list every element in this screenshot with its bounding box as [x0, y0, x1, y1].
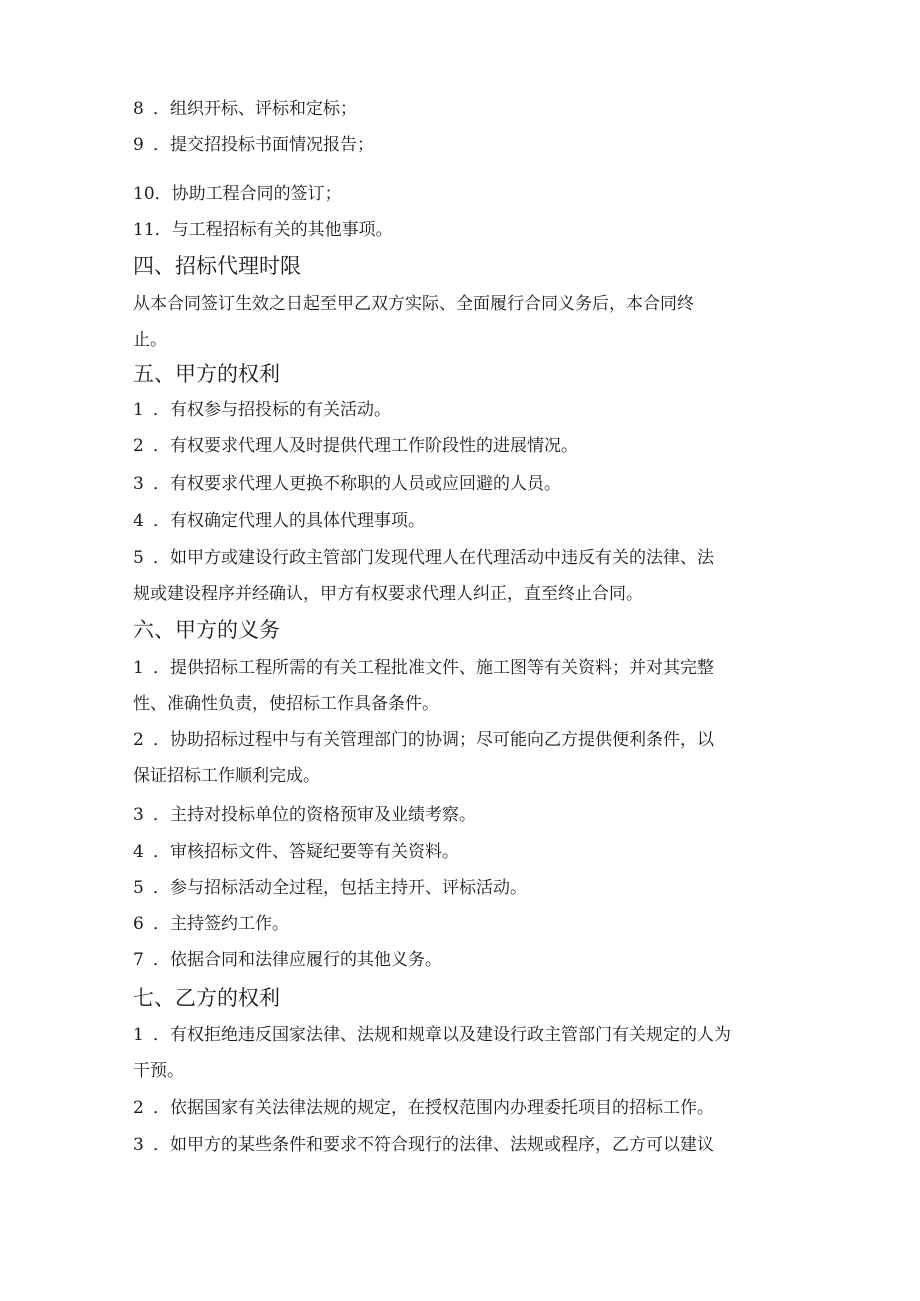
- item-number: 3: [133, 1135, 144, 1155]
- item-text: ．协助工程合同的签订；: [154, 184, 342, 204]
- item-text: ．有权确定代理人的具体代理事项。: [153, 511, 425, 531]
- item-number: 9: [133, 135, 144, 155]
- item-number: 1: [133, 400, 144, 420]
- list-item: [133, 428, 783, 464]
- item-number: 5: [133, 548, 144, 568]
- item-text: ．协助招标过程中与有关管理部门的协调；尽可能向乙方提供便利条件，以: [153, 730, 714, 750]
- item-number: 5: [133, 878, 144, 898]
- list-item: [133, 870, 783, 906]
- list-item: [133, 722, 783, 794]
- section-paragraph-4: [133, 286, 783, 358]
- section-heading-4: 四、招标代理时限: [133, 254, 301, 278]
- list-item: [133, 540, 783, 612]
- item-text: ．有权要求代理人更换不称职的人员或应回避的人员。: [153, 474, 561, 494]
- list-item: [133, 127, 783, 163]
- section-heading-6: 六、甲方的义务: [133, 618, 280, 642]
- item-number: 8: [133, 99, 144, 119]
- item-number: 2: [133, 1098, 144, 1118]
- item-text: ．组织开标、评标和定标；: [153, 99, 357, 119]
- list-item: [133, 797, 783, 833]
- paragraph-line: 止。: [133, 330, 167, 350]
- item-number: 6: [133, 914, 144, 934]
- item-text: ．主持签约工作。: [153, 914, 289, 934]
- item-text: ．审核招标文件、答疑纪要等有关资料。: [153, 842, 459, 862]
- item-text: ．依据国家有关法律法规的规定，在授权范围内办理委托项目的招标工作。: [153, 1098, 714, 1118]
- list-item: [133, 650, 783, 722]
- item-number: 3: [133, 805, 144, 825]
- item-text: ．有权拒绝违反国家法律、法规和规章以及建设行政主管部门有关规定的人为: [153, 1025, 731, 1045]
- item-number: 10: [133, 184, 155, 204]
- list-item: [133, 1127, 783, 1163]
- item-number: 7: [133, 950, 144, 970]
- item-text: ．如甲方或建设行政主管部门发现代理人在代理活动中违反有关的法律、法: [153, 548, 714, 568]
- item-number: 11: [133, 220, 155, 240]
- section-heading-5: 五、甲方的权利: [133, 362, 280, 386]
- item-number: 1: [133, 658, 144, 678]
- item-number: 2: [133, 436, 144, 456]
- item-text: ．依据合同和法律应履行的其他义务。: [153, 950, 442, 970]
- list-item: [133, 392, 783, 428]
- item-text: ．提供招标工程所需的有关工程批准文件、施工图等有关资料；并对其完整: [153, 658, 714, 678]
- list-item: [133, 1017, 783, 1089]
- list-item: [133, 1090, 783, 1126]
- item-text-continuation: 性、准确性负责，使招标工作具备条件。: [133, 694, 439, 714]
- list-item: [133, 91, 783, 127]
- item-text: ．有权要求代理人及时提供代理工作阶段性的进展情况。: [153, 436, 578, 456]
- item-text-continuation: 规或建设程序并经确认，甲方有权要求代理人纠正，直至终止合同。: [133, 584, 643, 604]
- item-number: 2: [133, 730, 144, 750]
- section-heading-7: 七、乙方的权利: [133, 986, 280, 1010]
- item-text: ．有权参与招投标的有关活动。: [153, 400, 391, 420]
- item-text: ．如甲方的某些条件和要求不符合现行的法律、法规或程序，乙方可以建议: [153, 1135, 714, 1155]
- list-item: [133, 466, 783, 502]
- paragraph-line: 从本合同签订生效之日起至甲乙双方实际、全面履行合同义务后，本合同终: [133, 294, 694, 314]
- item-text: ．与工程招标有关的其他事项。: [154, 220, 393, 240]
- item-text: ．提交招投标书面情况报告；: [153, 135, 374, 155]
- list-item: [133, 212, 783, 248]
- list-item: [133, 834, 783, 870]
- item-number: 4: [133, 842, 144, 862]
- item-text: ．参与招标活动全过程，包括主持开、评标活动。: [153, 878, 527, 898]
- item-number: 3: [133, 474, 144, 494]
- item-number: 4: [133, 511, 144, 531]
- item-number: 1: [133, 1025, 144, 1045]
- item-text: ．主持对投标单位的资格预审及业绩考察。: [153, 805, 476, 825]
- list-item: [133, 942, 783, 978]
- list-item: [133, 906, 783, 942]
- item-text-continuation: 干预。: [133, 1061, 184, 1081]
- item-text-continuation: 保证招标工作顺利完成。: [133, 766, 320, 786]
- list-item: [133, 503, 783, 539]
- list-item: [133, 176, 783, 212]
